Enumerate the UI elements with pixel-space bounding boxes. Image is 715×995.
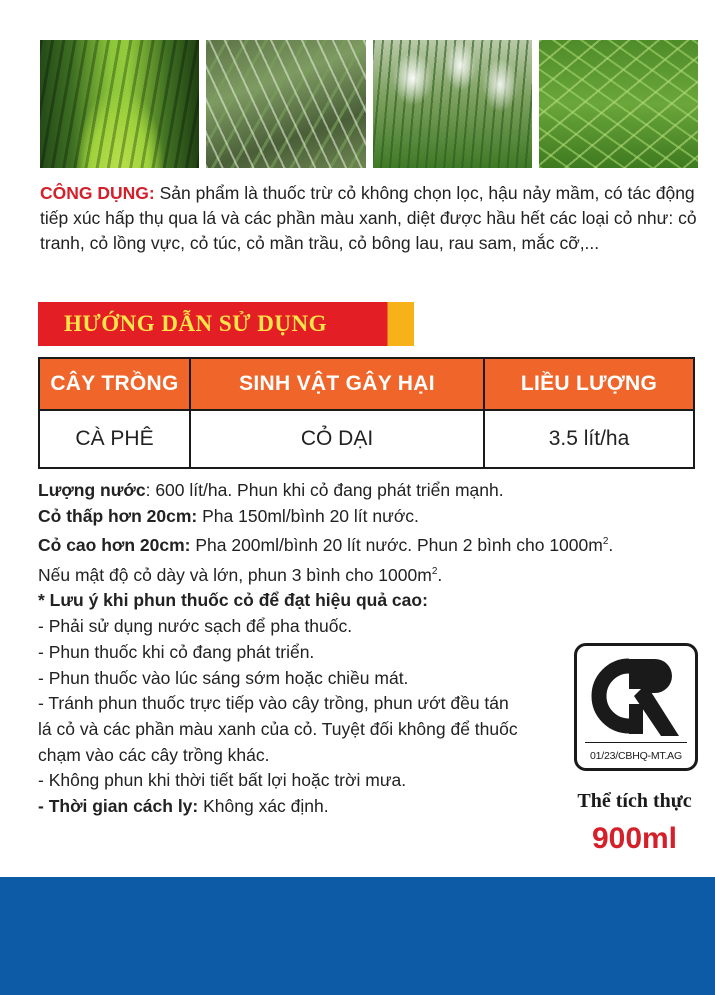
isolation-text: Không xác định.	[198, 796, 329, 817]
grass-weed-photo	[206, 40, 365, 168]
dense-grass-note	[38, 559, 708, 589]
list-item: - Phải sử dụng nước sạch để pha thuốc.	[38, 616, 353, 637]
crabgrass-photo	[539, 40, 698, 168]
table-header-row	[39, 358, 694, 410]
dosage-table	[38, 357, 695, 469]
bottom-blue-band	[0, 877, 715, 995]
high-grass-end: .	[608, 535, 614, 556]
list-item: - Phun thuốc vào lúc sáng sớm hoặc chiều mát.	[38, 667, 409, 688]
water-text: : 600 lít/ha. Phun khi cỏ đang phát triển mạnh.	[145, 480, 504, 500]
usage-label: CÔNG DỤNG:	[40, 183, 155, 203]
caution-title-text: * Lưu ý khi phun thuốc cỏ để đạt hiệu quả cao:	[38, 590, 428, 611]
net-volume-label: Thể tích thực	[577, 790, 692, 812]
header-crop: CÂY TRỒNG	[39, 358, 190, 410]
usage-description	[40, 181, 700, 256]
low-grass-label: Cỏ thấp hơn 20cm:	[38, 505, 198, 526]
weed-photo-strip	[40, 40, 698, 168]
conformity-mark	[574, 643, 698, 771]
net-volume-value: 900ml	[591, 822, 678, 855]
cell-crop: CÀ PHÊ	[39, 410, 190, 468]
header-pest: SINH VẬT GÂY HẠI	[190, 358, 484, 410]
cell-dosage: 3.5 lít/ha	[484, 410, 694, 468]
low-grass-note	[38, 504, 708, 530]
dense-grass-end: .	[437, 564, 443, 585]
high-grass-note	[38, 529, 708, 559]
usage-text: Sản phẩm là thuốc trừ cỏ không chọn lọc, hậu nảy mầm, có tác động tiếp xúc hấp thụ qua lá và các phần màu xanh, diệt được hầu hết các loại cỏ như: cỏ tranh, cỏ lồng vực, cỏ túc, cỏ mần trầu, cỏ bông lau, rau sam, mắc cỡ,...	[40, 183, 697, 253]
conformity-separator	[585, 742, 687, 743]
table-row	[39, 410, 694, 468]
water-label: Lượng nước	[38, 480, 146, 500]
list-item: - Không phun khi thời tiết bất lợi hoặc trời mưa.	[38, 770, 407, 791]
instructions-title: HƯỚNG DẪN SỬ DỤNG	[64, 311, 327, 336]
instructions-banner	[38, 302, 414, 346]
cr-conformity-mark-icon	[589, 656, 683, 740]
list-item: - Phun thuốc khi cỏ đang phát triển.	[38, 641, 315, 662]
low-grass-text: Pha 150ml/bình 20 lít nước.	[197, 505, 419, 526]
water-note	[38, 478, 708, 504]
high-grass-text: Pha 200ml/bình 20 lít nước. Phun 2 bình cho 1000m	[190, 535, 603, 556]
isolation-label: - Thời gian cách ly:	[38, 796, 199, 817]
coffee-field-weed-photo	[40, 40, 199, 168]
header-dosage: LIỀU LƯỢNG	[484, 358, 694, 410]
caution-title	[38, 588, 708, 614]
certification-code: 01/23/CBHQ-MT.AG	[590, 750, 682, 762]
high-grass-sup: 2	[602, 536, 609, 548]
dense-grass-sup: 2	[431, 565, 438, 577]
cell-pest: CỎ DẠI	[190, 410, 484, 468]
high-grass-label: Cỏ cao hơn 20cm:	[38, 535, 191, 556]
list-item: - Tránh phun thuốc trực tiếp vào cây trồng, phun ướt đều tán lá cỏ và các phần màu xanh của cỏ. Tuyệt đối không để thuốc chạm vào các cây trồng khác.	[38, 693, 518, 765]
flowering-reed-photo	[373, 40, 532, 168]
dense-grass-text: Nếu mật độ cỏ dày và lớn, phun 3 bình cho 1000m	[38, 564, 432, 585]
